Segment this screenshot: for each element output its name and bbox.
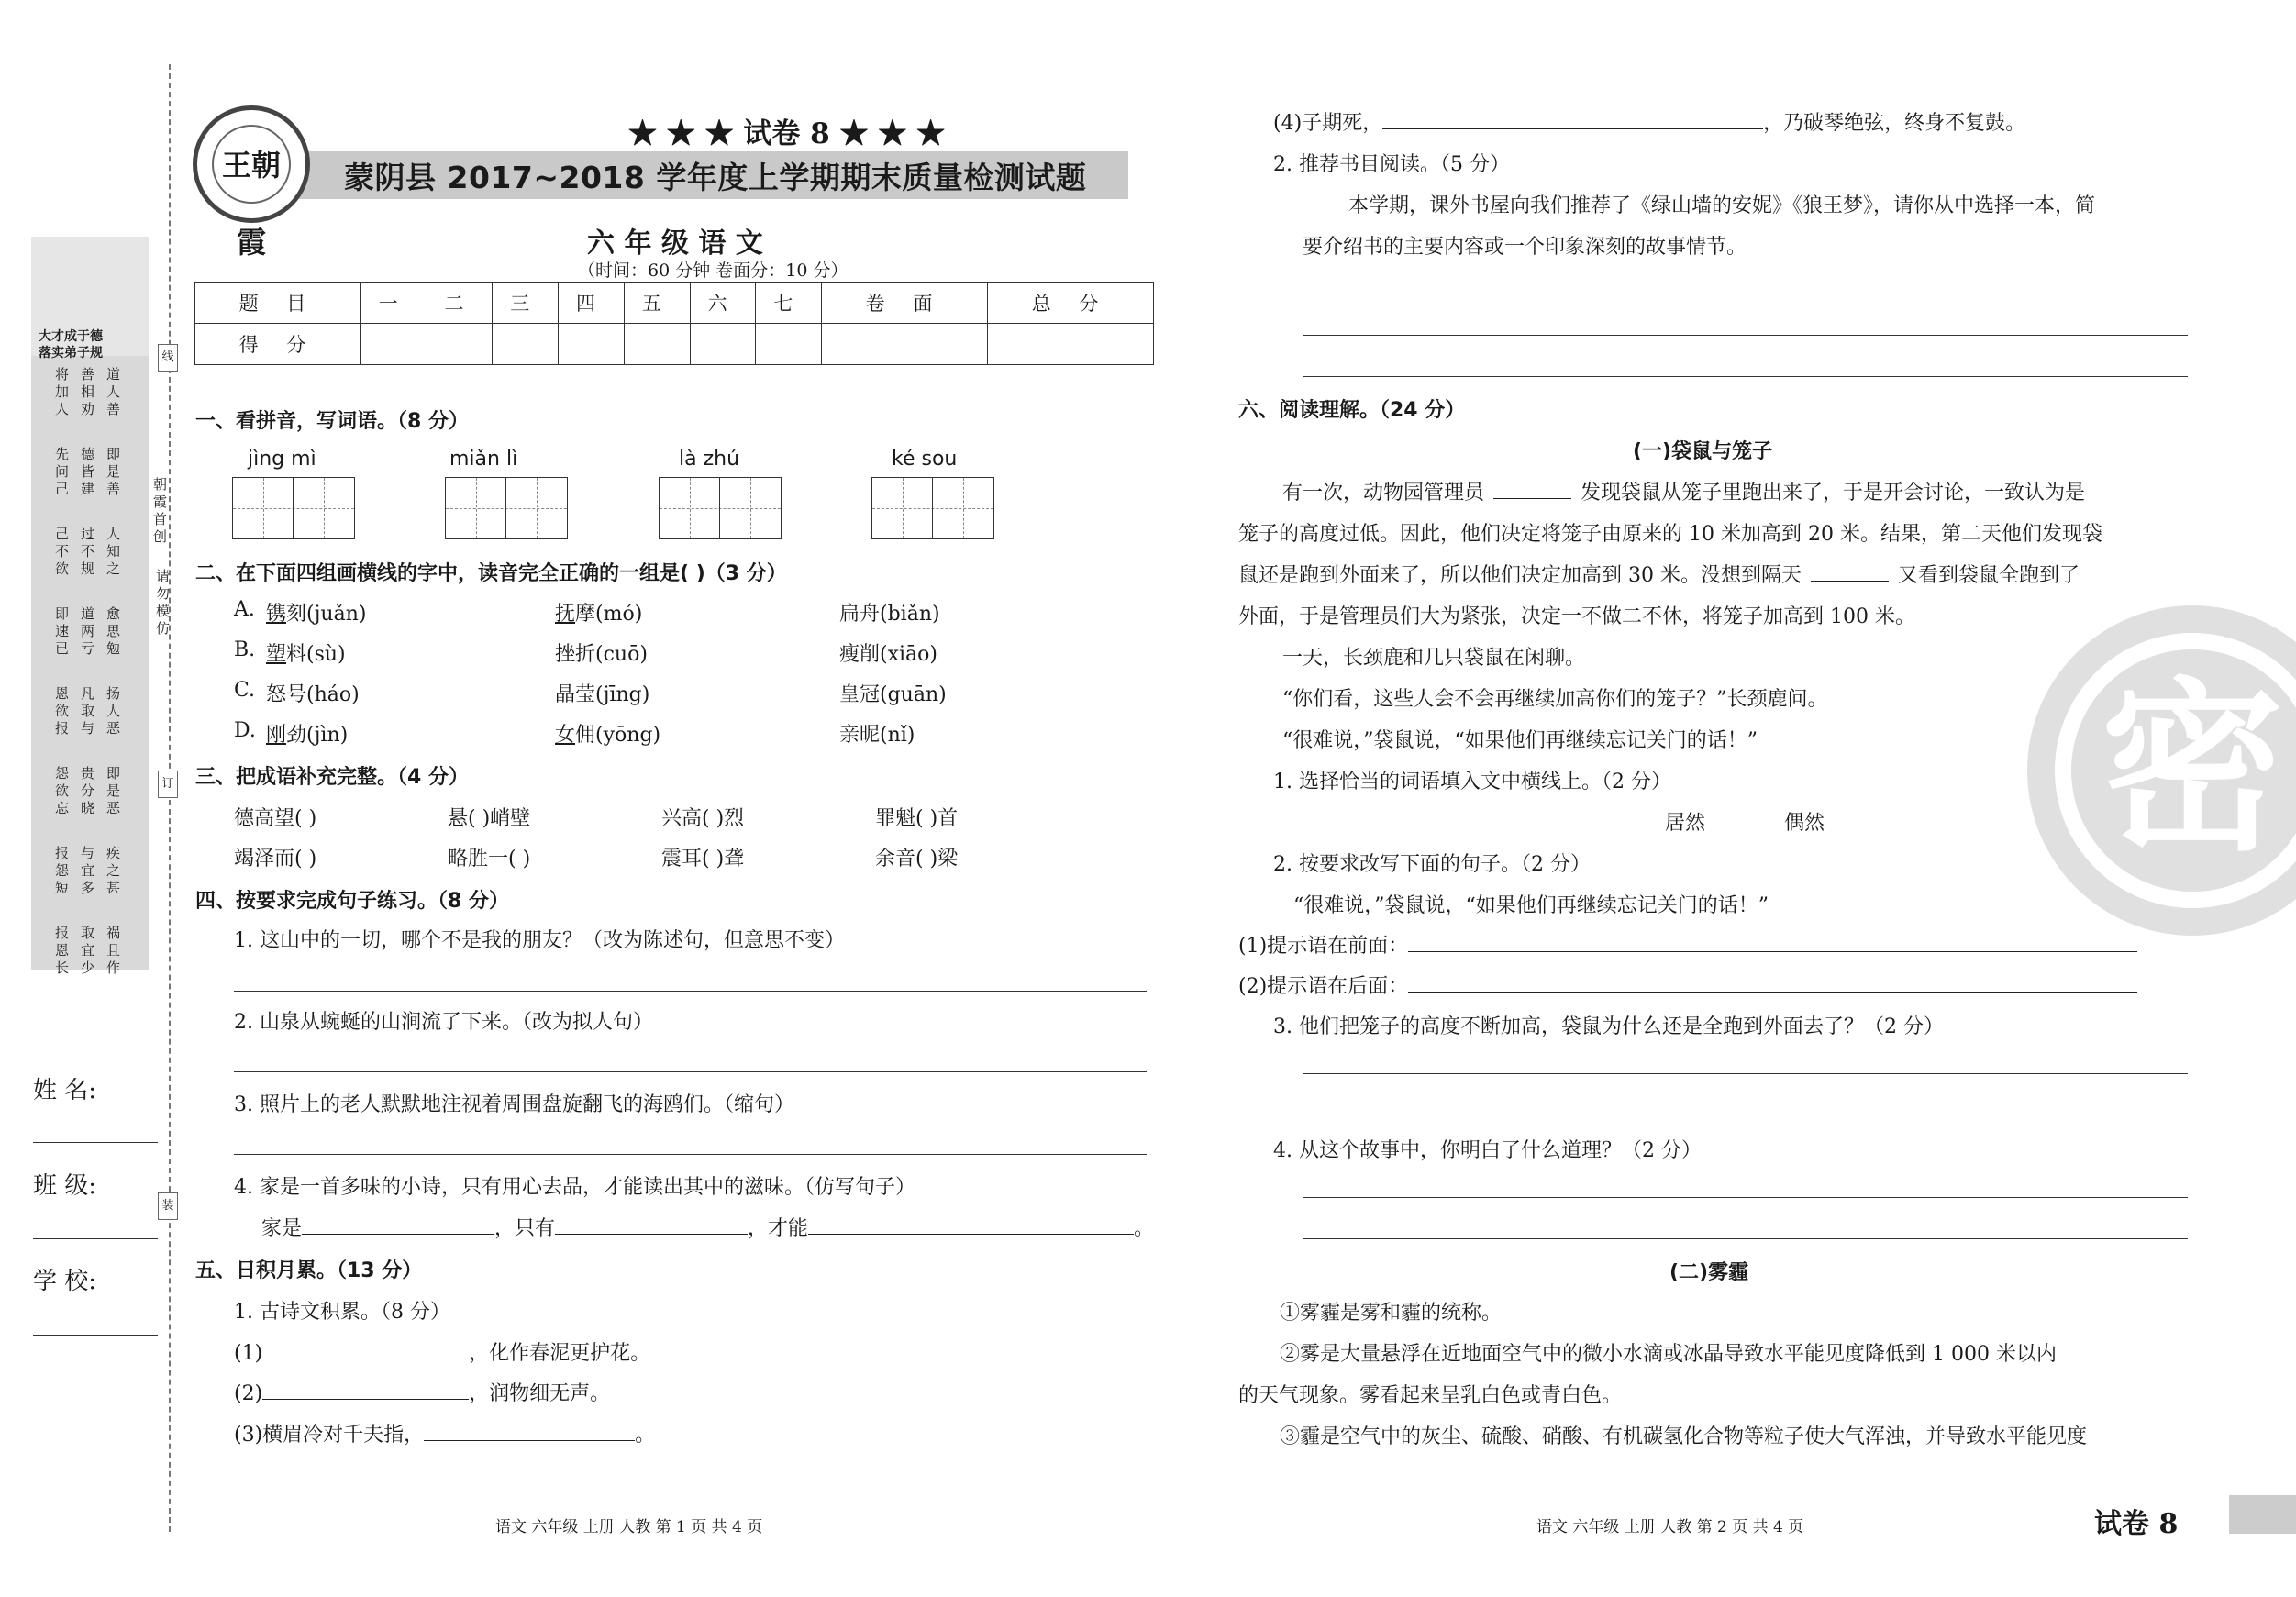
- poem-4-text: (4)子期死，: [1273, 112, 1383, 136]
- blank[interactable]: [302, 1213, 494, 1235]
- word-rest: 刻(juǎn): [286, 603, 367, 626]
- footer-badge: 试卷 8: [2094, 1508, 2179, 1540]
- school-field[interactable]: [33, 1335, 158, 1336]
- q6-title: 六、阅读理解。（24 分）: [1238, 399, 1466, 422]
- poem-1-num: (1): [234, 1342, 263, 1366]
- score-cell[interactable]: [624, 324, 690, 365]
- poem-1-text: ，化作春泥更护花。: [469, 1342, 651, 1366]
- motto-column: 先问己: [53, 447, 70, 499]
- blank[interactable]: [424, 1419, 635, 1441]
- poem-line-4: [1273, 107, 2025, 136]
- answer-line[interactable]: [234, 1154, 1147, 1155]
- motto-column: 取宜少: [79, 926, 95, 978]
- motto-column: 扬人恶: [105, 686, 121, 738]
- motto-column: 即是恶: [105, 766, 121, 818]
- score-cell[interactable]: [690, 324, 756, 365]
- underlined-char: 镌: [266, 603, 287, 626]
- motto-column: 报怨短: [53, 846, 70, 898]
- word-rest: 瘦削(xiāo): [839, 643, 937, 666]
- score-header-cell: 题 目: [195, 283, 361, 324]
- idiom-blank[interactable]: 竭泽而( ): [234, 848, 317, 871]
- pinyin-1: jìng mì: [248, 448, 316, 471]
- reading-2-title: (二)雾霾: [1669, 1261, 1749, 1284]
- reading-1-p4: 外面，于是管理员们大为紧张，决定一不做二不休，将笼子加高到 100 米。: [1238, 605, 1915, 628]
- rewrite-b-label: (2)提示语在后面：: [1238, 975, 1409, 999]
- pinyin-2: miǎn lì: [449, 448, 518, 471]
- score-header-cell: 三: [493, 283, 559, 324]
- reading-1-p7: “很难说，”袋鼠说，“如果他们再继续忘记关门的话！”: [1282, 729, 1758, 752]
- q3-title: 三、把成语补充完整。（4 分）: [195, 766, 469, 789]
- reading-1-q2-sentence: “很难说，”袋鼠说，“如果他们再继续忘记关门的话！”: [1293, 894, 1769, 917]
- blank[interactable]: [1408, 970, 2137, 993]
- q4-a: 家是: [261, 1217, 303, 1241]
- poem-4-end: ，乃破琴绝弦，终身不复鼓。: [1763, 112, 2026, 136]
- logo-text: 王朝霞: [212, 125, 291, 204]
- score-header-cell: 总 分: [988, 283, 1154, 324]
- score-cell[interactable]: [822, 324, 988, 365]
- score-header-cell: 二: [427, 283, 493, 324]
- footer-bar: [2229, 1495, 2296, 1534]
- blank[interactable]: [1811, 560, 1889, 582]
- vertical-note-2: 请勿模仿: [154, 569, 171, 638]
- blank[interactable]: [555, 1213, 748, 1235]
- q4-c: ，才能: [748, 1217, 809, 1241]
- option-word: [266, 638, 346, 667]
- option-word: [839, 719, 915, 748]
- motto-column: 愈思勉: [105, 606, 121, 659]
- motto-column: 怨欲忘: [53, 766, 70, 818]
- reading-2-p2b: 的天气现象。雾看起来呈乳白色或青白色。: [1238, 1384, 1623, 1407]
- word-rest: 扁舟(biǎn): [839, 603, 940, 626]
- q4-d: 。: [1134, 1217, 1155, 1241]
- word-rest: 摩(mó): [575, 603, 643, 626]
- pinyin-3: là zhú: [679, 448, 740, 471]
- answer-line[interactable]: [1303, 376, 2188, 377]
- score-header-cell: 六: [690, 283, 756, 324]
- reading-1-q1: 1. 选择恰当的词语填入文中横线上。（2 分）: [1273, 771, 1671, 793]
- motto-column: 凡取与: [79, 686, 95, 738]
- rewrite-a-label: (1)提示语在前面：: [1238, 935, 1409, 959]
- option-word: [266, 719, 348, 748]
- word-rest: 晶莹(jīng): [555, 683, 650, 706]
- underlined-char: 塑: [266, 643, 287, 666]
- option-letter: A.: [234, 598, 255, 621]
- writing-grid-2[interactable]: [445, 477, 568, 539]
- seal-character: 密: [2055, 633, 2296, 908]
- q2-title: 二、在下面四组画横线的字中，读音完全正确的一组是( )（3 分）: [195, 562, 787, 585]
- footer-left: 语文 六年级 上册 人教 第 1 页 共 4 页: [495, 1518, 763, 1536]
- word-rest: 挫折(cuō): [555, 643, 648, 666]
- binding-mark-line: 线: [158, 344, 178, 372]
- reading-1-p3: [1238, 560, 2080, 588]
- motto-column: 己不欲: [53, 527, 70, 579]
- reading-2-p1: ①雾霾是雾和霾的统称。: [1280, 1302, 1503, 1325]
- poem-line-3: [234, 1419, 655, 1447]
- option-word: [839, 598, 940, 627]
- idiom-blank[interactable]: 德高望( ): [234, 807, 317, 830]
- score-table: [194, 282, 1154, 365]
- blank[interactable]: [1493, 477, 1571, 499]
- blank[interactable]: [808, 1213, 1134, 1235]
- reading-2-p3: ③霾是空气中的灰尘、硫酸、硝酸、有机碳氢化合物等粒子使大气浑浊，并导致水平能见度: [1280, 1425, 2088, 1448]
- underlined-char: 刚: [266, 724, 287, 747]
- word-rest: 料(sù): [286, 643, 346, 666]
- score-cell[interactable]: [756, 324, 822, 365]
- reading-1-p2: 笼子的高度过低。因此，他们决定将笼子由原来的 10 米加高到 20 米。结果，第二天他们发现袋: [1238, 523, 2102, 546]
- exam-title: 蒙阴县 2017~2018 学年度上学期期末质量检测试题: [344, 160, 1087, 195]
- q4-sentence-2: 2. 山泉从蜿蜒的山涧流了下来。（改为拟人句）: [234, 1011, 653, 1034]
- poem-3-end: 。: [635, 1424, 656, 1447]
- score-row-label: 得 分: [195, 324, 361, 365]
- answer-line[interactable]: [1303, 1073, 2188, 1074]
- option-word: [266, 598, 366, 627]
- binding-mark-order: 订: [158, 771, 178, 798]
- name-label: 姓 名:: [33, 1077, 97, 1104]
- option-word: [555, 719, 660, 748]
- score-header-cell: 四: [559, 283, 625, 324]
- motto-column: 人知之: [105, 527, 121, 579]
- score-header-cell: 卷 面: [822, 283, 988, 324]
- motto-column: 德皆建: [79, 447, 95, 499]
- idiom-blank[interactable]: 罪魁( )首: [875, 807, 959, 830]
- answer-line[interactable]: [1303, 335, 2188, 336]
- motto-column: 过不规: [79, 527, 95, 579]
- binding-mark-seal: 装: [158, 1192, 178, 1220]
- underlined-char: 抚: [555, 603, 576, 626]
- answer-line[interactable]: [234, 1071, 1147, 1072]
- rewrite-a: [1238, 930, 2137, 959]
- poem-2-text: ，润物细无声。: [469, 1382, 611, 1406]
- poem-line-1: [234, 1337, 650, 1366]
- option-word: [555, 598, 642, 627]
- q4-sentence-3: 3. 照片上的老人默默地注视着周围盘旋翻飞的海鸥们。（缩句）: [234, 1093, 794, 1116]
- blank[interactable]: [1382, 107, 1763, 129]
- school-label: 学 校:: [33, 1268, 97, 1295]
- blank[interactable]: [262, 1378, 469, 1400]
- score-cell[interactable]: [360, 324, 427, 365]
- idiom-blank[interactable]: 悬( )峭壁: [448, 807, 531, 830]
- idiom-blank[interactable]: 余音( )梁: [875, 848, 959, 871]
- writing-grid-3[interactable]: [659, 477, 782, 539]
- idiom-blank[interactable]: 震耳( )聋: [661, 848, 745, 871]
- rewrite-b: [1238, 970, 2137, 999]
- vertical-note-1: 朝霞首创: [151, 477, 168, 547]
- q5-title: 五、日积月累。（13 分）: [195, 1259, 423, 1282]
- option-2: 偶然: [1784, 812, 1825, 835]
- motto-column: 贵分晓: [79, 766, 95, 818]
- motto-column: 祸且作: [105, 926, 121, 978]
- motto-column: 与宜多: [79, 846, 95, 898]
- score-cell[interactable]: [427, 324, 493, 365]
- binding-line: [169, 64, 171, 1532]
- pinyin-4: ké sou: [892, 448, 958, 471]
- word-rest: 亲昵(nǐ): [839, 724, 915, 747]
- word-rest: 劲(jìn): [286, 724, 349, 747]
- seal-watermark: [2027, 605, 2296, 936]
- score-header-cell: 一: [360, 283, 427, 324]
- r1-p3a: 鼠还是跑到外面来了，所以他们决定加高到 30 米。没想到隔天: [1238, 564, 1802, 588]
- q5-part-2: 2. 推荐书目阅读。（5 分）: [1273, 153, 1510, 176]
- footer-right: 语文 六年级 上册 人教 第 2 页 共 4 页: [1536, 1518, 1804, 1536]
- answer-line[interactable]: [1303, 1197, 2188, 1198]
- sidebar-illustration: [31, 237, 149, 360]
- motto-1: 大才成于德: [39, 329, 103, 344]
- option-1: 居然: [1665, 812, 1706, 835]
- q4-sentence-1: 1. 这山中的一切，哪个不是我的朋友？（改为陈述句，但意思不变）: [234, 929, 845, 952]
- motto-column: 即是善: [105, 447, 121, 499]
- reading-1-q2: 2. 按要求改写下面的句子。（2 分）: [1273, 853, 1591, 876]
- motto-column: 道两亏: [79, 606, 95, 659]
- option-word: [266, 679, 360, 707]
- reading-1-p1: [1282, 477, 2085, 505]
- idiom-blank[interactable]: 略胜一( ): [448, 848, 531, 871]
- motto-column: 疾之甚: [105, 846, 121, 898]
- option-word: [555, 638, 648, 667]
- writing-grid-4[interactable]: [871, 477, 994, 539]
- score-header-cell: 七: [756, 283, 822, 324]
- r1-p1a: 有一次，动物园管理员: [1282, 482, 1485, 505]
- q5-part-2-text-2: 要介绍书的主要内容或一个印象深刻的故事情节。: [1303, 236, 1747, 259]
- motto-column: 道人善: [105, 367, 121, 419]
- word-rest: 怒号(háo): [266, 683, 360, 706]
- motto-column: 报恩长: [53, 926, 70, 978]
- brand-logo: [193, 105, 310, 260]
- exam-meta: （时间：60 分钟 卷面分：10 分）: [578, 261, 849, 281]
- motto-column: 恩欲报: [53, 686, 70, 738]
- motto-column: 善相劝: [79, 367, 95, 419]
- reading-2-p2a: ②雾是大量悬浮在近地面空气中的微小水滴或冰晶导致水平能见度降低到 1 000 米以内: [1280, 1343, 2057, 1366]
- blank[interactable]: [1408, 930, 2137, 952]
- score-header-cell: 五: [624, 283, 690, 324]
- option-letter: C.: [234, 679, 256, 702]
- option-letter: D.: [234, 719, 256, 742]
- r1-p3b: 又看到袋鼠全跑到了: [1897, 564, 2080, 588]
- q1-title: 一、看拼音，写词语。（8 分）: [195, 410, 469, 433]
- word-rest: 皇冠(guān): [839, 683, 947, 706]
- option-letter: B.: [234, 638, 256, 661]
- q5-part-2-text-1: 本学期，课外书屋向我们推荐了《绿山墙的安妮》《狼王梦》，请你从中选择一本，简: [1348, 194, 2096, 217]
- subject-title: 六 年 级 语 文: [587, 227, 763, 260]
- reading-1-q3: 3. 他们把笼子的高度不断加高，袋鼠为什么还是全跑到外面去了？（2 分）: [1273, 1015, 1944, 1038]
- blank[interactable]: [262, 1337, 469, 1359]
- answer-line[interactable]: [234, 991, 1147, 992]
- class-field[interactable]: [33, 1238, 158, 1239]
- motto-column: 即速已: [53, 606, 70, 659]
- writing-grid-1[interactable]: [232, 477, 355, 539]
- motto-2: 落实弟子规: [39, 346, 103, 360]
- exam-badge: ★ ★ ★ 试卷 8 ★ ★ ★: [628, 117, 946, 150]
- class-label: 班 级:: [33, 1172, 97, 1200]
- name-field[interactable]: [33, 1142, 158, 1143]
- reading-1-p5: 一天，长颈鹿和几只袋鼠在闲聊。: [1282, 647, 1586, 670]
- option-word: [839, 638, 937, 667]
- idiom-blank[interactable]: 兴高( )烈: [661, 807, 745, 830]
- score-cell[interactable]: [559, 324, 625, 365]
- reading-1-title: (一)袋鼠与笼子: [1633, 440, 1773, 463]
- q5-part-1: 1. 古诗文积累。（8 分）: [234, 1301, 450, 1324]
- q4-sentence-4: 4. 家是一首多味的小诗，只有用心去品，才能读出其中的滋味。（仿写句子）: [234, 1176, 915, 1199]
- motto-column: 将加人: [53, 367, 70, 419]
- poem-2-num: (2): [234, 1382, 263, 1406]
- q4-title: 四、按要求完成句子练习。（8 分）: [195, 890, 509, 913]
- reading-1-q4: 4. 从这个故事中，你明白了什么道理？（2 分）: [1273, 1139, 1702, 1162]
- answer-line[interactable]: [1303, 1238, 2188, 1239]
- underlined-char: 女: [555, 724, 576, 747]
- q4-b: ，只有: [494, 1217, 556, 1241]
- poem-line-2: [234, 1378, 610, 1406]
- score-cell[interactable]: [988, 324, 1154, 365]
- score-cell[interactable]: [493, 324, 559, 365]
- word-rest: 佣(yōng): [575, 724, 661, 747]
- reading-1-p6: “你们看，这些人会不会再继续加高你们的笼子？”长颈鹿问。: [1282, 688, 1828, 711]
- r1-p1b: 发现袋鼠从笼子里跑出来了，于是开会讨论，一致认为是: [1581, 482, 2086, 505]
- q4-imitate-line: [261, 1213, 1154, 1241]
- option-word: [839, 679, 947, 707]
- poem-3-text: (3)横眉冷对千夫指，: [234, 1424, 425, 1447]
- option-word: [555, 679, 649, 707]
